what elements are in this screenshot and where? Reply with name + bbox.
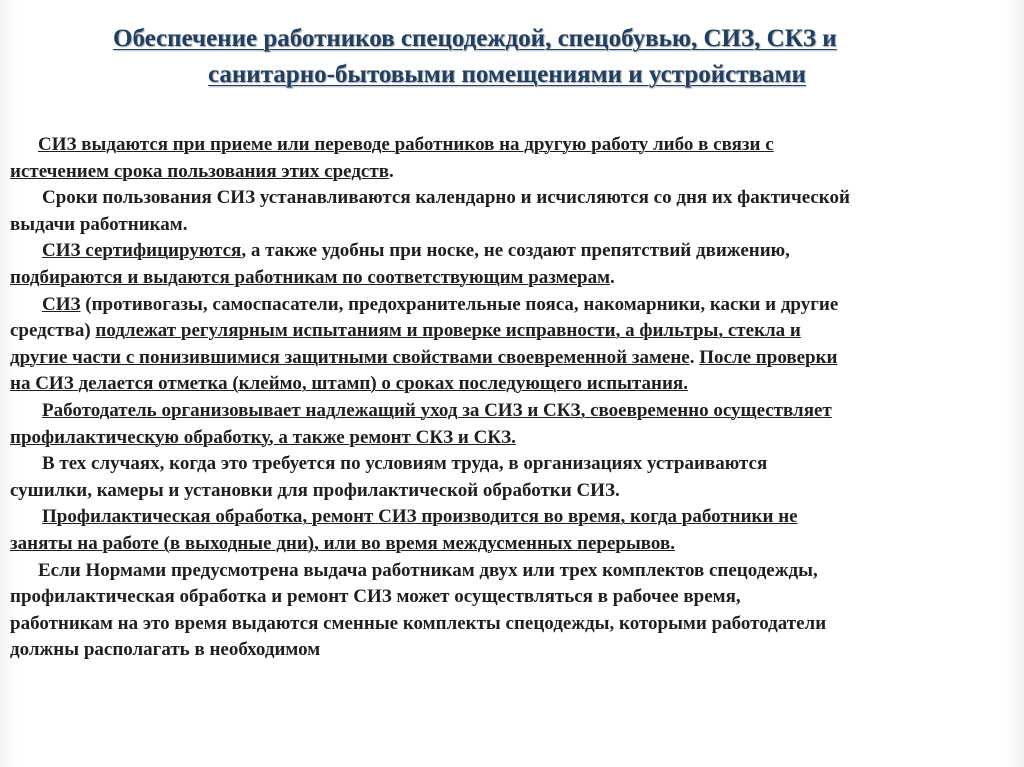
text-segment: , а также удобны при носке, не создают препятствий движению, [241,240,790,262]
text-segment: истечением срока пользования этих средств [10,160,389,182]
text-line [38,557,818,584]
title-line-1: Обеспечение работников спецодеждой, спецобувью, СИЗ, СКЗ и [113,25,837,52]
text-segment: Работодатель организовывает надлежащий уход за СИЗ и СКЗ, своевременно осуществляет [42,400,832,421]
text-segment: СИЗ сертифицируются [42,240,242,262]
text-segment: на СИЗ делается отметка (клеймо, штамп) о сроках последующего испытания. [10,373,688,395]
text-segment: Сроки пользования СИЗ устанавливаются календарно и исчисляются со дня их фактической [42,187,850,209]
text-line [42,450,767,477]
text-segment: . [610,267,615,288]
text-line [10,344,838,371]
text-line [42,237,790,264]
text-segment: (противогазы, самоспасатели, предохранительные пояса, накомарники, каски и другие [80,293,839,315]
text-segment: работникам на это время выдаются сменные комплекты спецодежды, которыми работодатели [10,612,827,634]
text-segment: После проверки [699,346,838,368]
text-segment: подлежат регулярным испытаниям и проверке исправности, а фильтры, стекла и [95,320,801,342]
text-segment: средства) [10,320,96,342]
text-segment: заняты на работе (в выходные дни), или во время междусменных перерывов. [10,533,675,554]
title-line-2: санитарно-бытовыми помещениями и устройствами [208,61,806,88]
text-segment: профилактическую обработку, а также ремонт СКЗ и СКЗ. [10,426,516,448]
text-line [42,503,798,530]
text-segment: Профилактическая обработка, ремонт СИЗ производится во время, когда работники не [42,506,798,528]
text-line [10,636,320,663]
text-line [38,131,774,158]
text-segment: СИЗ [42,293,81,315]
text-line [10,477,620,504]
text-line [10,583,741,610]
text-segment: выдачи работникам. [10,213,188,235]
text-line [42,397,832,424]
text-segment: сушилки, камеры и установки для профилактической обработки СИЗ. [10,479,620,501]
text-segment: . [388,160,394,182]
text-segment: СИЗ выдаются при приеме или переводе работников на другую работу либо в связи с [38,134,774,155]
text-line [10,370,688,397]
text-line [10,610,826,637]
text-line [10,424,516,451]
text-segment: Если Нормами предусмотрена выдача работникам двух или трех комплектов спецодежды, [38,559,818,581]
text-line [10,158,394,185]
text-segment: В тех случаях, когда это требуется по условиям труда, в организациях устраиваются [42,453,768,475]
text-segment: должны располагать в необходимом [10,639,321,661]
text-segment: . [689,346,700,368]
text-segment: профилактическая обработка и ремонт СИЗ может осуществляться в рабочее время, [10,586,741,608]
text-line [42,291,838,318]
text-line [42,184,850,211]
text-segment: подбираются и выдаются работникам по соответствующим размерам [10,267,611,288]
text-line [10,530,675,557]
text-segment: другие части с понизившимися защитными свойствами своевременной замене [10,346,690,368]
text-line [10,211,188,238]
text-line [10,264,615,291]
text-line [10,317,801,344]
